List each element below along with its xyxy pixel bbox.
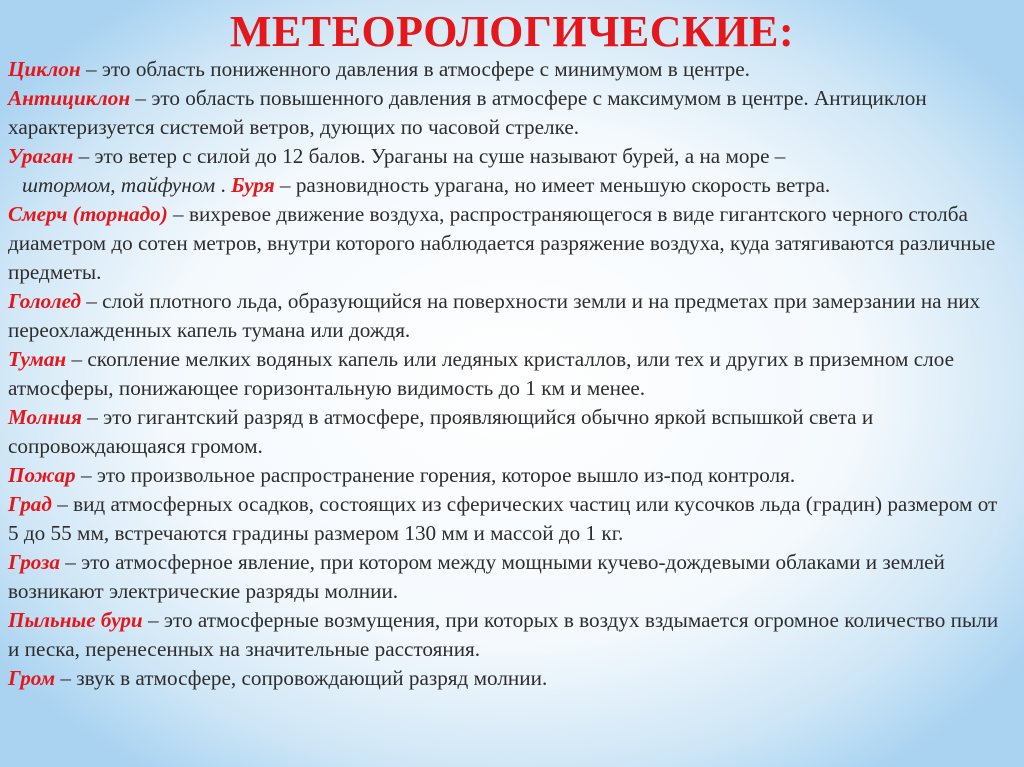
slide-title: МЕТЕОРОЛОГИЧЕСКИЕ:: [229, 7, 795, 56]
term-label: Антициклон: [8, 86, 131, 110]
definition-text: – это гигантский разряд в атмосфере, проявляющийся обычно яркой вспышкой света и сопровождающаяся громом.: [8, 405, 874, 458]
term-label: Гром: [8, 666, 56, 690]
definition-hail: [8, 490, 1008, 548]
separator-text: .: [215, 173, 232, 197]
definition-text: – это атмосферное явление, при котором между мощными кучево-дождевыми облаками и землей возникают электрические разряды молнии.: [8, 550, 945, 603]
definition-text: – вихревое движение воздуха, распространяющегося в виде гигантского черного столба диаметром до сотен метров, внутри которого наблюдается разряжение воздуха, куда затягиваются различные предметы.: [8, 202, 996, 284]
term-label: Молния: [8, 405, 82, 429]
definition-glaze-ice: [8, 287, 1008, 345]
definition-storm: [8, 171, 1008, 200]
definition-tornado: [8, 200, 1008, 287]
definition-text: – разновидность урагана, но имеет меньшую скорость ветра.: [274, 173, 831, 197]
term-label: Град: [8, 492, 52, 516]
definition-text: – слой плотного льда, образующийся на поверхности земли и на предметах при замерзании на них переохлажденных капель тумана или дождя.: [8, 289, 981, 342]
definition-lightning: [8, 403, 1008, 461]
definition-text: – скопление мелких водяных капель или ледяных кристаллов, или тех и других в приземном слое атмосферы, понижающее горизонтальную видимость до 1 км и менее.: [8, 347, 954, 400]
definition-text: – это область пониженного давления в атмосфере с минимумом в центре.: [80, 57, 750, 81]
definition-text: – это произвольное распространение горения, которое вышло из-под контроля.: [75, 463, 796, 487]
italic-phrase: штормом, тайфуном: [22, 173, 216, 197]
definition-fire: [8, 461, 1008, 490]
term-label: Циклон: [8, 57, 81, 81]
definitions-list: [8, 55, 1008, 693]
term-label: Пожар: [8, 463, 76, 487]
definition-thunderstorm: [8, 548, 1008, 606]
definition-anticyclone: [8, 84, 1008, 142]
term-label: Пыльные бури: [8, 608, 143, 632]
definition-hurricane: [8, 142, 1008, 171]
definition-text: – звук в атмосфере, сопровождающий разряд молнии.: [55, 666, 548, 690]
definition-text: – это ветер с силой до 12 балов. Ураганы на суше называют бурей, а на море –: [73, 144, 786, 168]
definition-thunder: [8, 664, 1008, 693]
term-label: Смерч (торнадо): [8, 202, 168, 226]
term-label: Гроза: [8, 550, 60, 574]
definition-text: – вид атмосферных осадков, состоящих из сферических частиц или кусочков льда (градин) размером от 5 до 55 мм, встречаются градины размером 130 мм и массой до 1 кг.: [8, 492, 998, 545]
term-label: Буря: [231, 173, 275, 197]
term-label: Ураган: [8, 144, 74, 168]
definition-dust-storms: [8, 606, 1008, 664]
definition-text: – это область повышенного давления в атмосфере с максимумом в центре. Антициклон характеризуется системой ветров, дующих по часовой стрелке.: [8, 86, 927, 139]
definition-text: – это атмосферные возмущения, при которых в воздух вздымается огромное количество пыли и песка, перенесенных на значительные расстояния.: [8, 608, 999, 661]
term-label: Туман: [8, 347, 67, 371]
term-label: Гололед: [8, 289, 81, 313]
definition-fog: [8, 345, 1008, 403]
definition-cyclone: [8, 55, 1008, 84]
